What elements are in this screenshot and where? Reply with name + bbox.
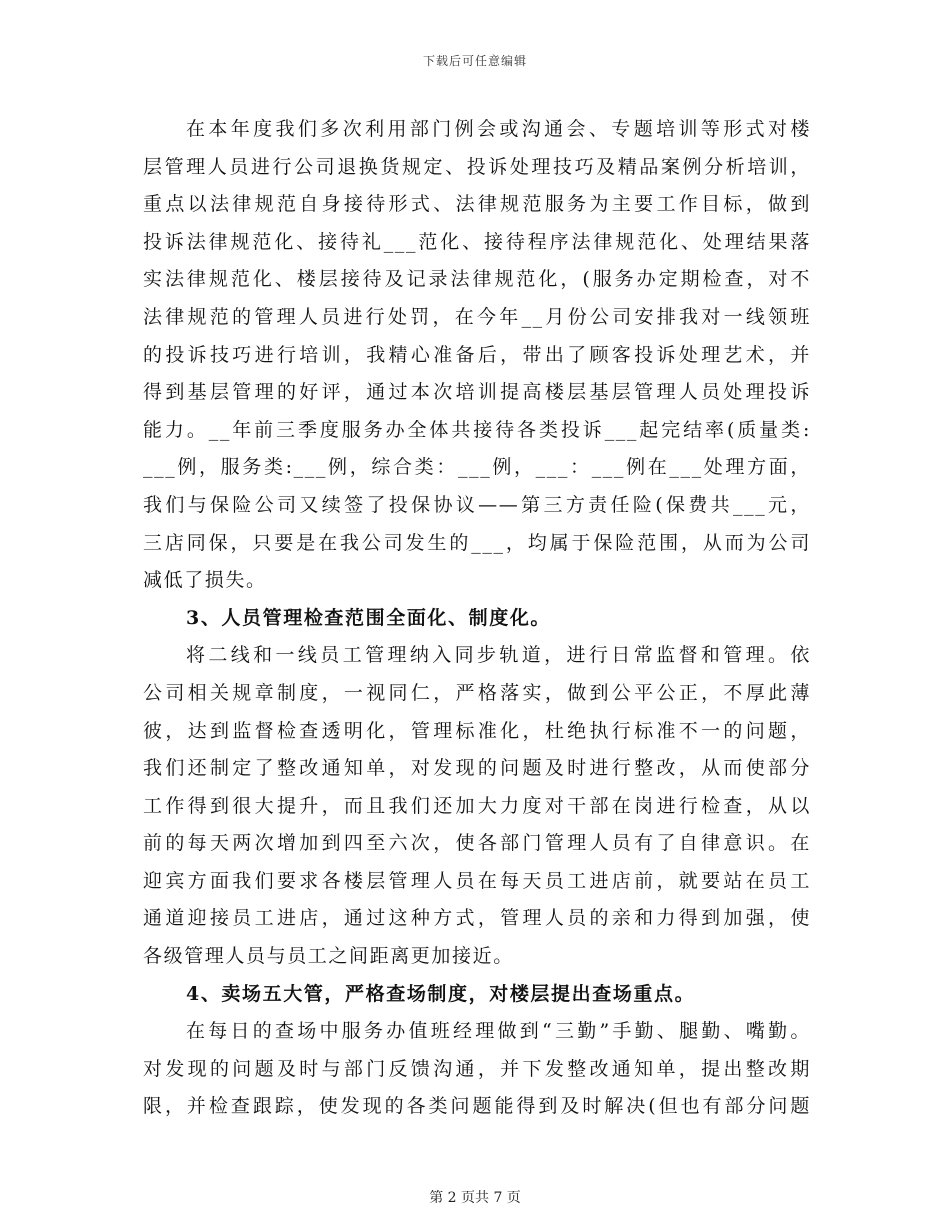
page-footer: 第 2 页共 7 页 <box>429 1190 521 1206</box>
text-line: 投诉法律规范化、接待礼___范化、接待程序法律规范化、处理结果落 <box>143 230 811 253</box>
page-header: 下载后可任意编辑 <box>422 54 527 68</box>
text-line: 得到基层管理的好评，通过本次培训提高楼层基层管理人员处理投诉 <box>143 381 811 404</box>
text-line: 在每日的查场中服务办值班经理做到“三勤”手勤、腿勤、嘴勤。 <box>186 1020 811 1043</box>
text-line: 我们与保险公司又续签了投保协议——第三方责任险(保费共___元， <box>143 493 811 516</box>
text-line: 工作得到很大提升，而且我们还加大力度对干部在岗进行检查，从以 <box>143 794 811 817</box>
paragraph-floor-inspection <box>143 1013 811 1126</box>
paragraph-staff-management <box>143 637 811 975</box>
text-line: 彼，达到监督检查透明化，管理标准化，杜绝执行标准不一的问题， <box>143 719 811 742</box>
text-line: 减低了损失。 <box>143 569 267 592</box>
document-body <box>143 111 811 1126</box>
text-line: 通道迎接员工进店，通过这种方式，管理人员的亲和力得到加强，使 <box>143 907 811 930</box>
text-line: 能力。__年前三季度服务办全体共接待各类投诉___起完结率(质量类: <box>143 418 811 441</box>
text-line: 实法律规范化、楼层接待及记录法律规范化，(服务办定期检查，对不 <box>143 268 811 291</box>
text-line: 的投诉技巧进行培训，我精心准备后，带出了顾客投诉处理艺术，并 <box>143 343 811 366</box>
section-heading: 4、卖场五大管，严格查场制度，对楼层提出查场重点。 <box>186 982 696 1005</box>
text-line: 三店同保，只要是在我公司发生的___，均属于保险范围，从而为公司 <box>143 531 811 554</box>
text-line: 公司相关规章制度，一视同仁，严格落实，做到公平公正，不厚此薄 <box>143 681 811 704</box>
text-line: ___例，服务类:___例，综合类：___例，___：___例在___处理方面， <box>143 456 811 479</box>
text-line: 法律规范的管理人员进行处罚，在今年__月份公司安排我对一线领班 <box>143 305 811 328</box>
text-line: 层管理人员进行公司退换货规定、投诉处理技巧及精品案例分析培训， <box>143 155 811 178</box>
text-line: 迎宾方面我们要求各楼层管理人员在每天员工进店前，就要站在员工 <box>143 869 811 892</box>
text-line: 各级管理人员与员工之间距离更加接近。 <box>143 945 514 968</box>
text-line: 限，并检查跟踪，使发现的各类问题能得到及时解决(但也有部分问题 <box>143 1095 811 1118</box>
text-line: 重点以法律规范自身接待形式、法律规范服务为主要工作目标，做到 <box>143 193 811 216</box>
section-heading: 3、人员管理检查范围全面化、制度化。 <box>186 606 552 629</box>
paragraph-complaint-training <box>143 111 811 600</box>
text-line: 前的每天两次增加到四至六次，使各部门管理人员有了自律意识。在 <box>143 832 811 855</box>
text-line: 在本年度我们多次利用部门例会或沟通会、专题培训等形式对楼 <box>186 118 811 140</box>
text-line: 将二线和一线员工管理纳入同步轨道，进行日常监督和管理。依 <box>186 644 811 667</box>
text-line: 我们还制定了整改通知单，对发现的问题及时进行整改，从而使部分 <box>143 757 811 780</box>
text-line: 对发现的问题及时与部门反馈沟通，并下发整改通知单，提出整改期 <box>143 1057 811 1080</box>
